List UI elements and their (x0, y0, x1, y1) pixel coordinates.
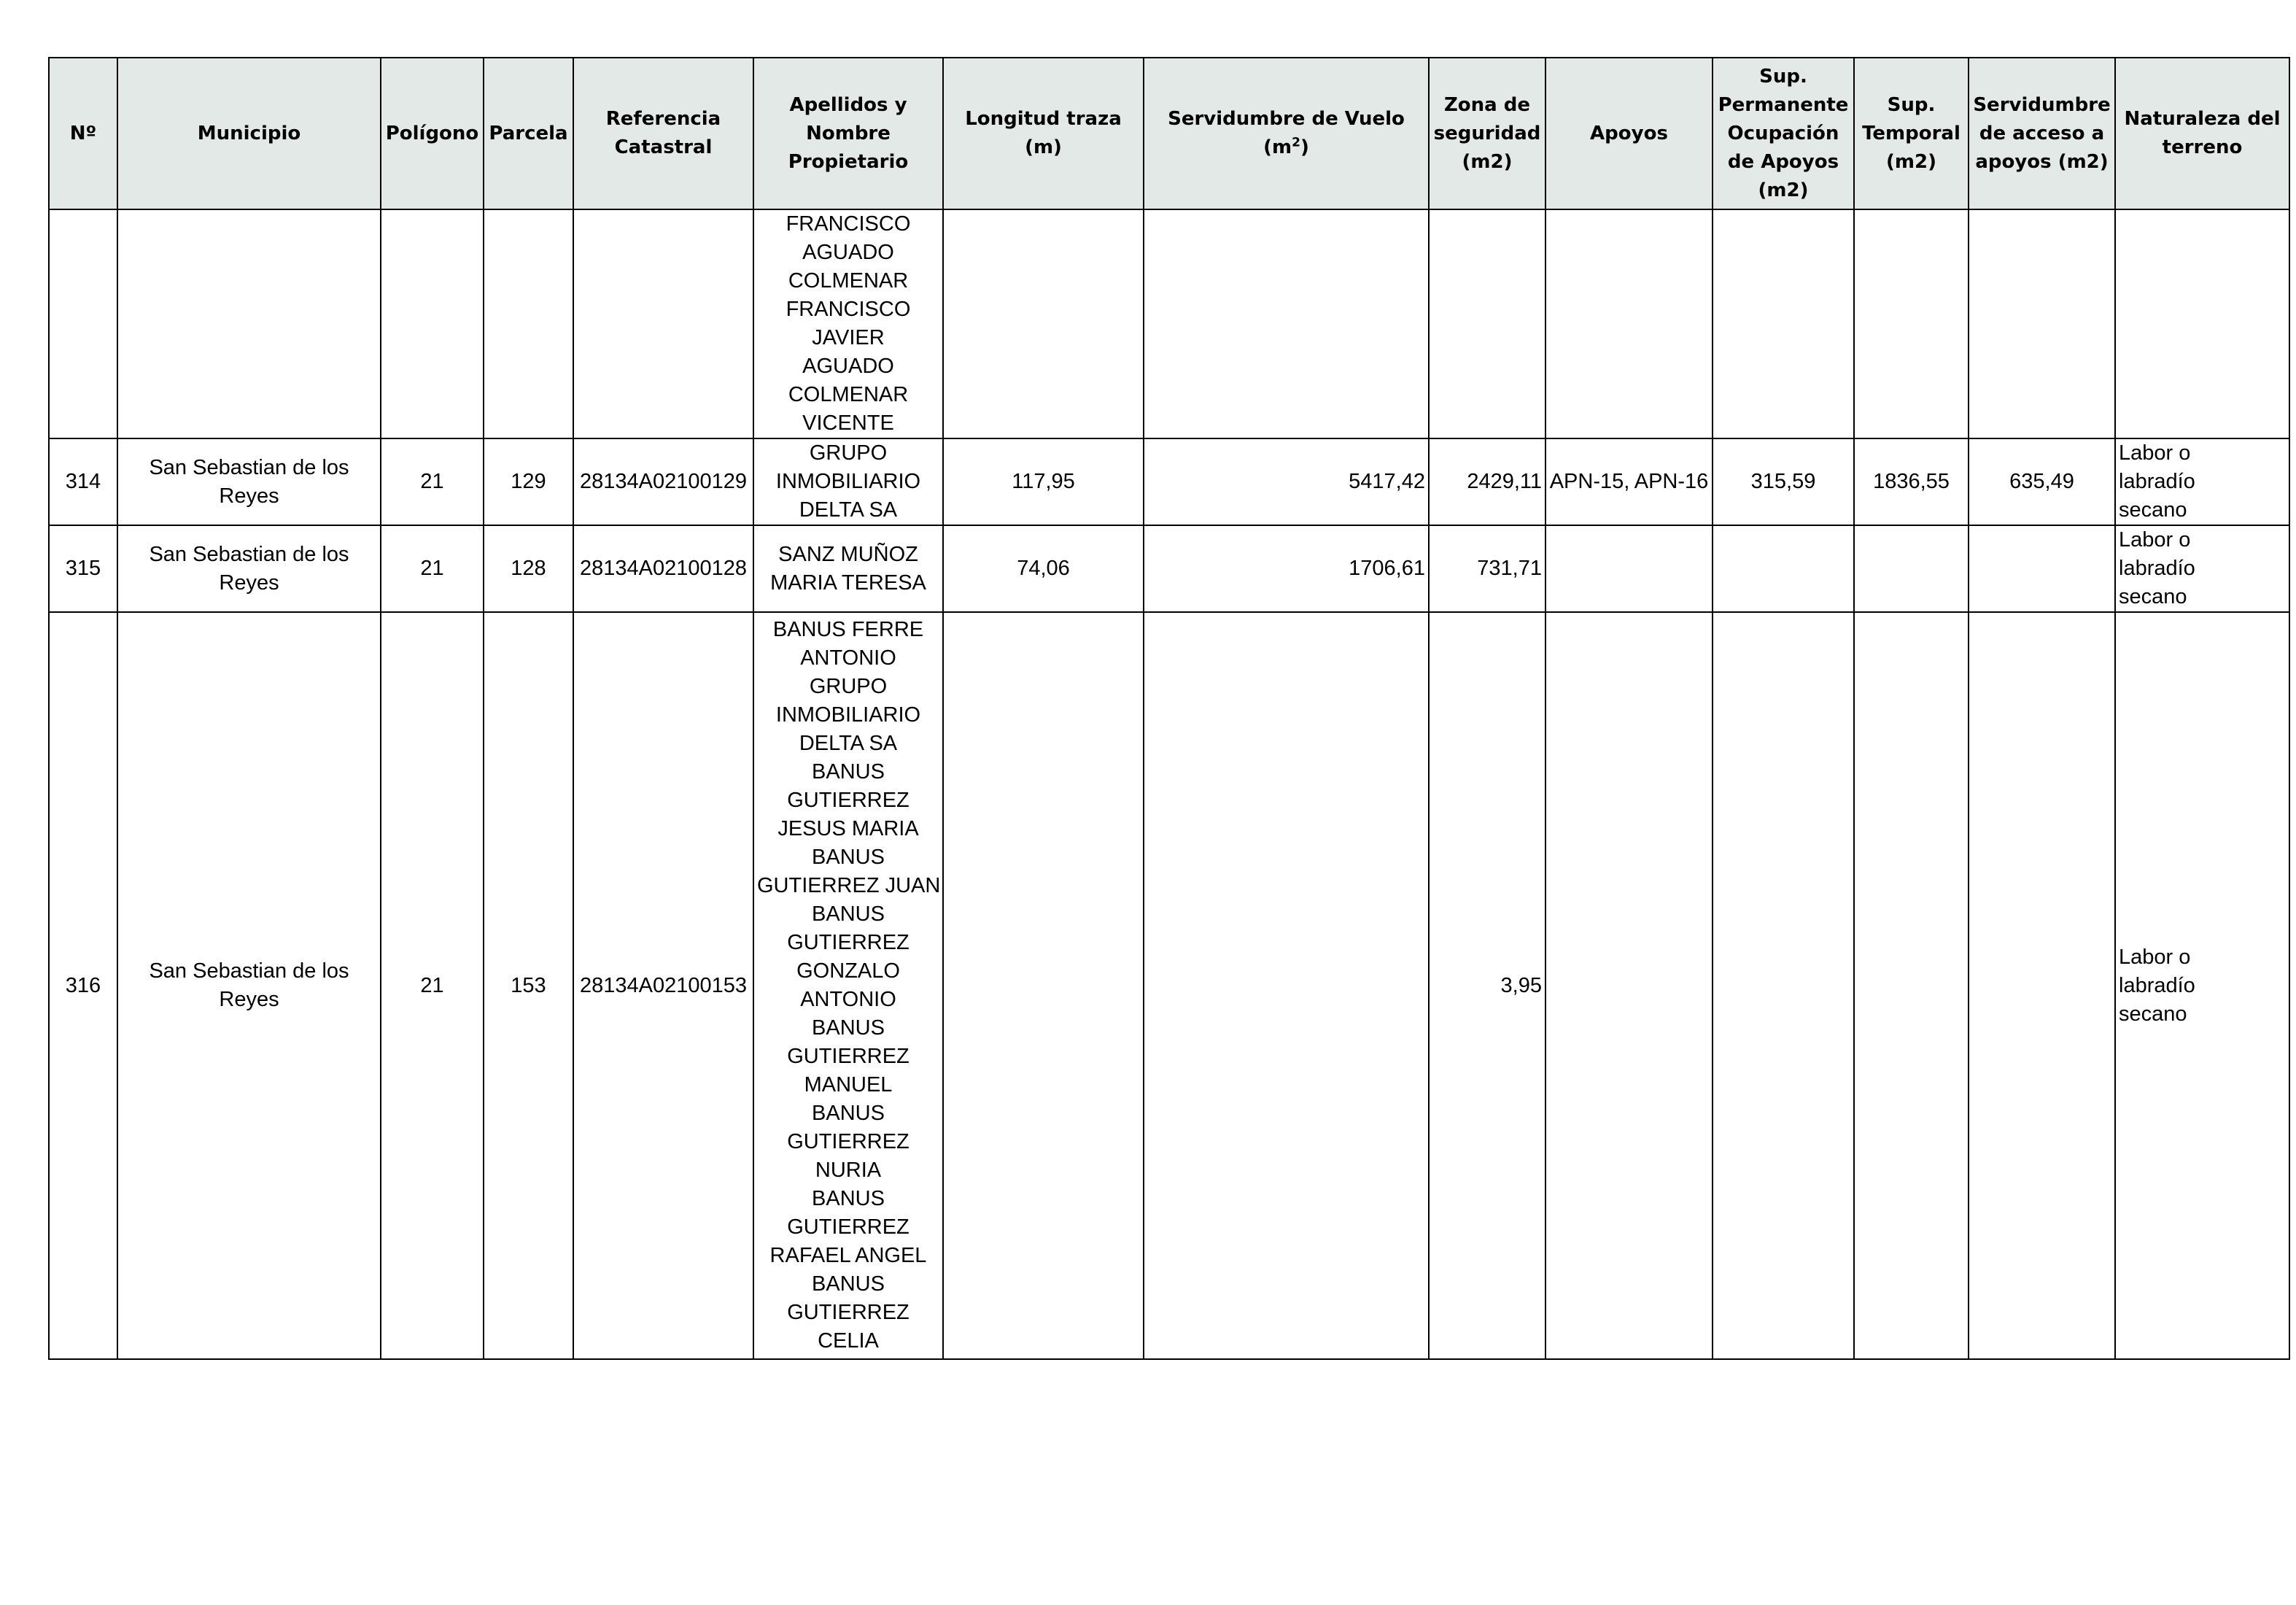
sup-permanente-cell (1713, 612, 1854, 1359)
header-municipio: Municipio (117, 58, 381, 209)
header-parcela: Parcela (484, 58, 573, 209)
parcel-table (48, 57, 2290, 1360)
naturaleza-cell (2115, 438, 2289, 525)
servidumbre-acceso-cell (1969, 612, 2115, 1359)
propietario-line: GRUPO (809, 675, 888, 698)
propietario-line: SANZ MUÑOZ (778, 542, 918, 566)
naturaleza-line: secano (2119, 1002, 2187, 1026)
naturaleza-cell (2115, 525, 2289, 612)
servidumbre-vuelo-cell: 1706,61 (1144, 525, 1429, 612)
propietario-line: GONZALO (796, 959, 900, 983)
header-propietario: Apellidos y Nombre Propietario (753, 58, 943, 209)
propietario-line: GUTIERREZ (787, 789, 910, 812)
zona-cell: 3,95 (1429, 612, 1545, 1359)
header-servidumbre-vuelo-close: ) (1300, 136, 1309, 158)
propietario-line: ANTONIO (800, 646, 896, 670)
propietario-line: JESUS MARIA (777, 817, 919, 840)
header-apoyos: Apoyos (1545, 58, 1713, 209)
propietario-line: MANUEL (804, 1073, 893, 1097)
propietario-line: AGUADO (802, 355, 894, 378)
referencia-cell: 28134A02100153 (573, 612, 753, 1359)
table-row (49, 438, 2289, 525)
sup-temporal-cell (1854, 525, 1969, 612)
propietario-line: BANUS (812, 1187, 885, 1210)
zona-cell: 2429,11 (1429, 438, 1545, 525)
parcela-cell (484, 209, 573, 438)
naturaleza-line: secano (2119, 585, 2187, 608)
municipio-cell: San Sebastian de los Reyes (117, 438, 381, 525)
header-no: Nº (49, 58, 117, 209)
naturaleza-line: Labor o (2119, 945, 2191, 969)
poligono-cell: 21 (381, 612, 484, 1359)
propietario-line: INMOBILIARIO (775, 703, 921, 727)
poligono-cell: 21 (381, 438, 484, 525)
propietario-line: GUTIERREZ JUAN (757, 874, 941, 897)
referencia-cell (573, 209, 753, 438)
municipio-cell: San Sebastian de los Reyes (117, 525, 381, 612)
propietario-line: BANUS (812, 760, 885, 784)
municipio-cell (117, 209, 381, 438)
naturaleza-cell (2115, 612, 2289, 1359)
propietario-line: DELTA SA (799, 498, 898, 522)
servidumbre-acceso-cell: 635,49 (1969, 438, 2115, 525)
poligono-cell (381, 209, 484, 438)
sup-permanente-cell: 315,59 (1713, 438, 1854, 525)
propietario-cell (753, 612, 943, 1359)
propietario-line: CELIA (818, 1329, 879, 1353)
propietario-line: COLMENAR (788, 269, 909, 293)
row-number: 315 (49, 525, 117, 612)
naturaleza-line: labradío (2119, 470, 2195, 493)
propietario-line: VICENTE (802, 411, 894, 435)
longitud-cell: 74,06 (943, 525, 1144, 612)
header-servidumbre-vuelo (1144, 58, 1429, 209)
row-number: 314 (49, 438, 117, 525)
propietario-line: GUTIERREZ (787, 931, 910, 954)
naturaleza-line: Labor o (2119, 441, 2191, 465)
naturaleza-cell (2115, 209, 2289, 438)
propietario-line: BANUS (812, 846, 885, 869)
propietario-line: DELTA SA (799, 732, 898, 755)
longitud-cell (943, 612, 1144, 1359)
propietario-line: GRUPO (809, 441, 888, 465)
referencia-cell: 28134A02100128 (573, 525, 753, 612)
propietario-line: GUTIERREZ (787, 1130, 910, 1153)
table-row (49, 209, 2289, 438)
propietario-line: COLMENAR (788, 383, 909, 406)
propietario-line: FRANCISCO (786, 298, 911, 321)
header-servidumbre-vuelo-text: Servidumbre de Vuelo (m (1168, 108, 1405, 158)
servidumbre-acceso-cell (1969, 209, 2115, 438)
propietario-cell (753, 209, 943, 438)
parcela-cell: 128 (484, 525, 573, 612)
table-row (49, 612, 2289, 1359)
poligono-cell: 21 (381, 525, 484, 612)
servidumbre-acceso-cell (1969, 525, 2115, 612)
naturaleza-line: labradío (2119, 557, 2195, 580)
propietario-line: FRANCISCO (786, 212, 911, 236)
apoyos-cell: APN-15, APN-16 (1545, 438, 1713, 525)
propietario-line: GUTIERREZ (787, 1301, 910, 1324)
header-servidumbre-vuelo-sup: 2 (1292, 135, 1300, 150)
referencia-cell: 28134A02100129 (573, 438, 753, 525)
municipio-cell: San Sebastian de los Reyes (117, 612, 381, 1359)
table-row (49, 525, 2289, 612)
servidumbre-vuelo-cell (1144, 209, 1429, 438)
header-servidumbre-acceso: Servidumbre de acceso a apoyos (m2) (1969, 58, 2115, 209)
header-poligono: Polígono (381, 58, 484, 209)
servidumbre-vuelo-cell (1144, 612, 1429, 1359)
propietario-line: NURIA (815, 1159, 882, 1182)
propietario-line: BANUS (812, 902, 885, 926)
zona-cell: 731,71 (1429, 525, 1545, 612)
propietario-line: BANUS (812, 1272, 885, 1296)
header-naturaleza: Naturaleza del terreno (2115, 58, 2289, 209)
propietario-line: BANUS (812, 1016, 885, 1040)
propietario-line: BANUS (812, 1102, 885, 1125)
header-referencia: Referencia Catastral (573, 58, 753, 209)
table-header (49, 58, 2289, 209)
sup-temporal-cell: 1836,55 (1854, 438, 1969, 525)
table-body (49, 209, 2289, 1359)
propietario-line: RAFAEL ANGEL (769, 1244, 927, 1267)
apoyos-cell (1545, 525, 1713, 612)
propietario-line: ANTONIO (800, 988, 896, 1011)
apoyos-cell (1545, 612, 1713, 1359)
propietario-line: GUTIERREZ (787, 1045, 910, 1068)
longitud-cell: 117,95 (943, 438, 1144, 525)
sup-temporal-cell (1854, 209, 1969, 438)
propietario-line: AGUADO (802, 241, 894, 264)
header-longitud: Longitud traza (m) (943, 58, 1144, 209)
row-number: 316 (49, 612, 117, 1359)
parcela-cell: 153 (484, 612, 573, 1359)
longitud-cell (943, 209, 1144, 438)
naturaleza-line: labradío (2119, 973, 2195, 997)
sup-temporal-cell (1854, 612, 1969, 1359)
naturaleza-line: secano (2119, 498, 2187, 522)
header-sup-temporal: Sup. Temporal (m2) (1854, 58, 1969, 209)
propietario-cell (753, 438, 943, 525)
row-number (49, 209, 117, 438)
servidumbre-vuelo-cell: 5417,42 (1144, 438, 1429, 525)
sup-permanente-cell (1713, 525, 1854, 612)
propietario-line: JAVIER (812, 326, 885, 349)
sup-permanente-cell (1713, 209, 1854, 438)
zona-cell (1429, 209, 1545, 438)
propietario-cell (753, 525, 943, 612)
propietario-line: MARIA TERESA (770, 571, 926, 595)
apoyos-cell (1545, 209, 1713, 438)
naturaleza-line: Labor o (2119, 528, 2191, 552)
header-zona: Zona de seguridad (m2) (1429, 58, 1545, 209)
parcela-cell: 129 (484, 438, 573, 525)
propietario-line: BANUS FERRE (772, 618, 924, 641)
propietario-line: GUTIERREZ (787, 1215, 910, 1239)
header-sup-permanente: Sup. Permanente Ocupación de Apoyos (m2) (1713, 58, 1854, 209)
propietario-line: INMOBILIARIO (775, 470, 921, 493)
